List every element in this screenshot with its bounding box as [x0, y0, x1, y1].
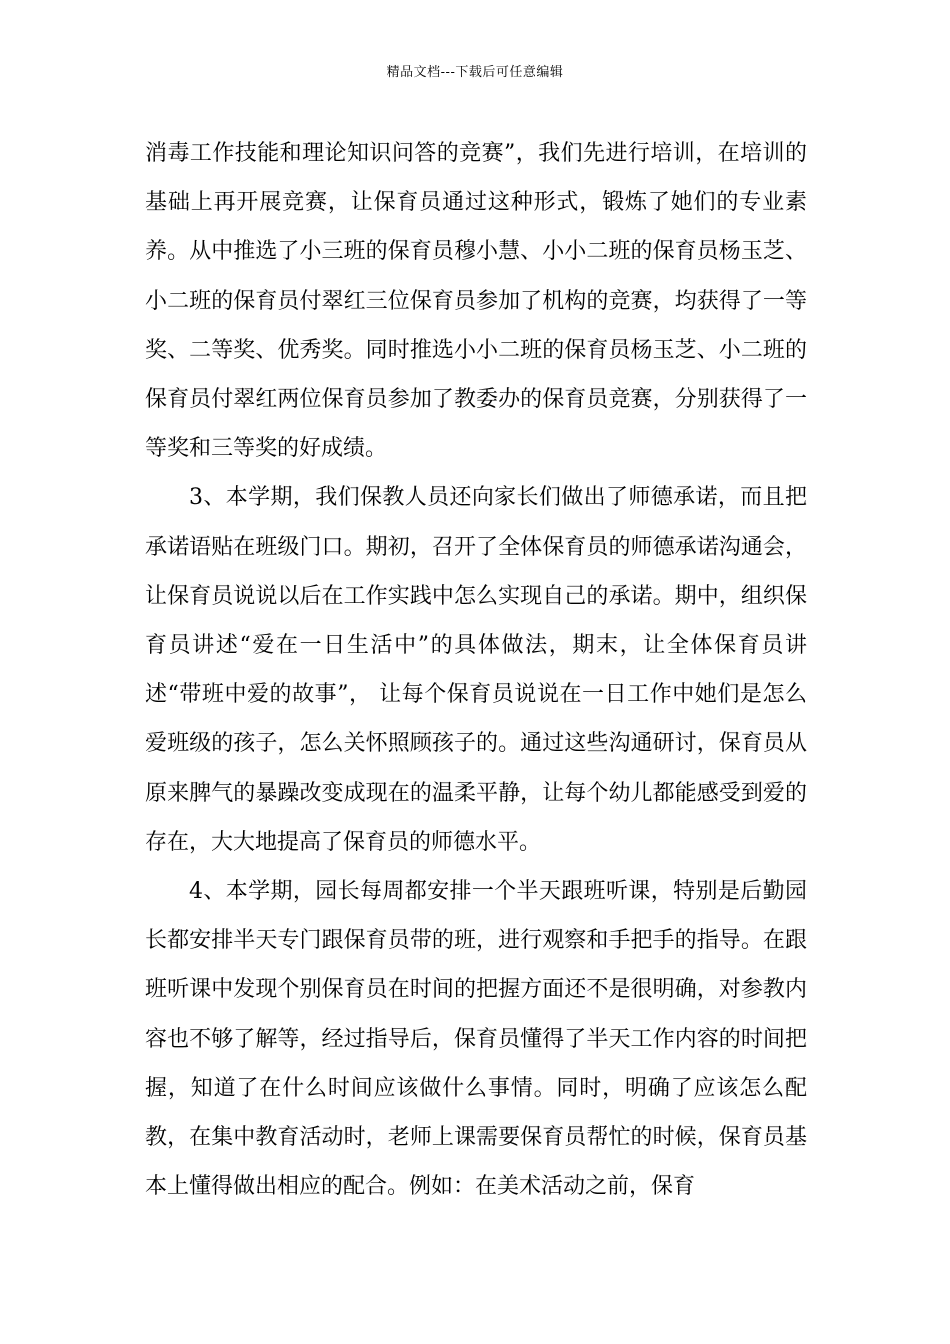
- document-body: [145, 129, 807, 1211]
- paragraph-1: 消毒工作技能和理论知识问答的竞赛”，我们先进行培训，在培训的基础上再开展竞赛，让保育员通过这种形式，锻炼了她们的专业素养。从中推选了小三班的保育员穆小慧、小小二班的保育员杨玉芝、小二班的保育员付翠红三位保育员参加了机构的竞赛，均获得了一等奖、二等奖、优秀奖。同时推选小小二班的保育员杨玉芝、小二班的保育员付翠红两位保育员参加了教委办的保育员竞赛，分别获得了一等奖和三等奖的好成绩。: [145, 141, 807, 462]
- page-header: 精品文档---下载后可任意编辑: [386, 65, 564, 80]
- paragraph-3: 4、本学期，园长每周都安排一个半天跟班听课，特别是后勤园长都安排半天专门跟保育员带的班，进行观察和手把手的指导。在跟班听课中发现个别保育员在时间的把握方面还不是很明确，对参教内容也不够了解等，经过指导后，保育员懂得了半天工作内容的时间把握，知道了在什么时间应该做什么事情。同时，明确了应该怎么配教，在集中教育活动时，老师上课需要保育员帮忙的时候，保育员基本上懂得做出相应的配合。例如：在美术活动之前，保育: [145, 879, 807, 1200]
- paragraph-2: 3、本学期，我们保教人员还向家长们做出了师德承诺，而且把承诺语贴在班级门口。期初，召开了全体保育员的师德承诺沟通会，让保育员说说以后在工作实践中怎么实现自己的承诺。期中，组织保育员讲述“爱在一日生活中”的具体做法，期末，让全体保育员讲述“带班中爱的故事”， 让每个保育员说说在一日工作中她们是怎么爱班级的孩子，怎么关怀照顾孩子的。通过这些沟通研讨，保育员从原来脾气的暴躁改变成现在的温柔平静，让每个幼儿都能感受到爱的存在，大大地提高了保育员的师德水平。: [145, 485, 807, 855]
